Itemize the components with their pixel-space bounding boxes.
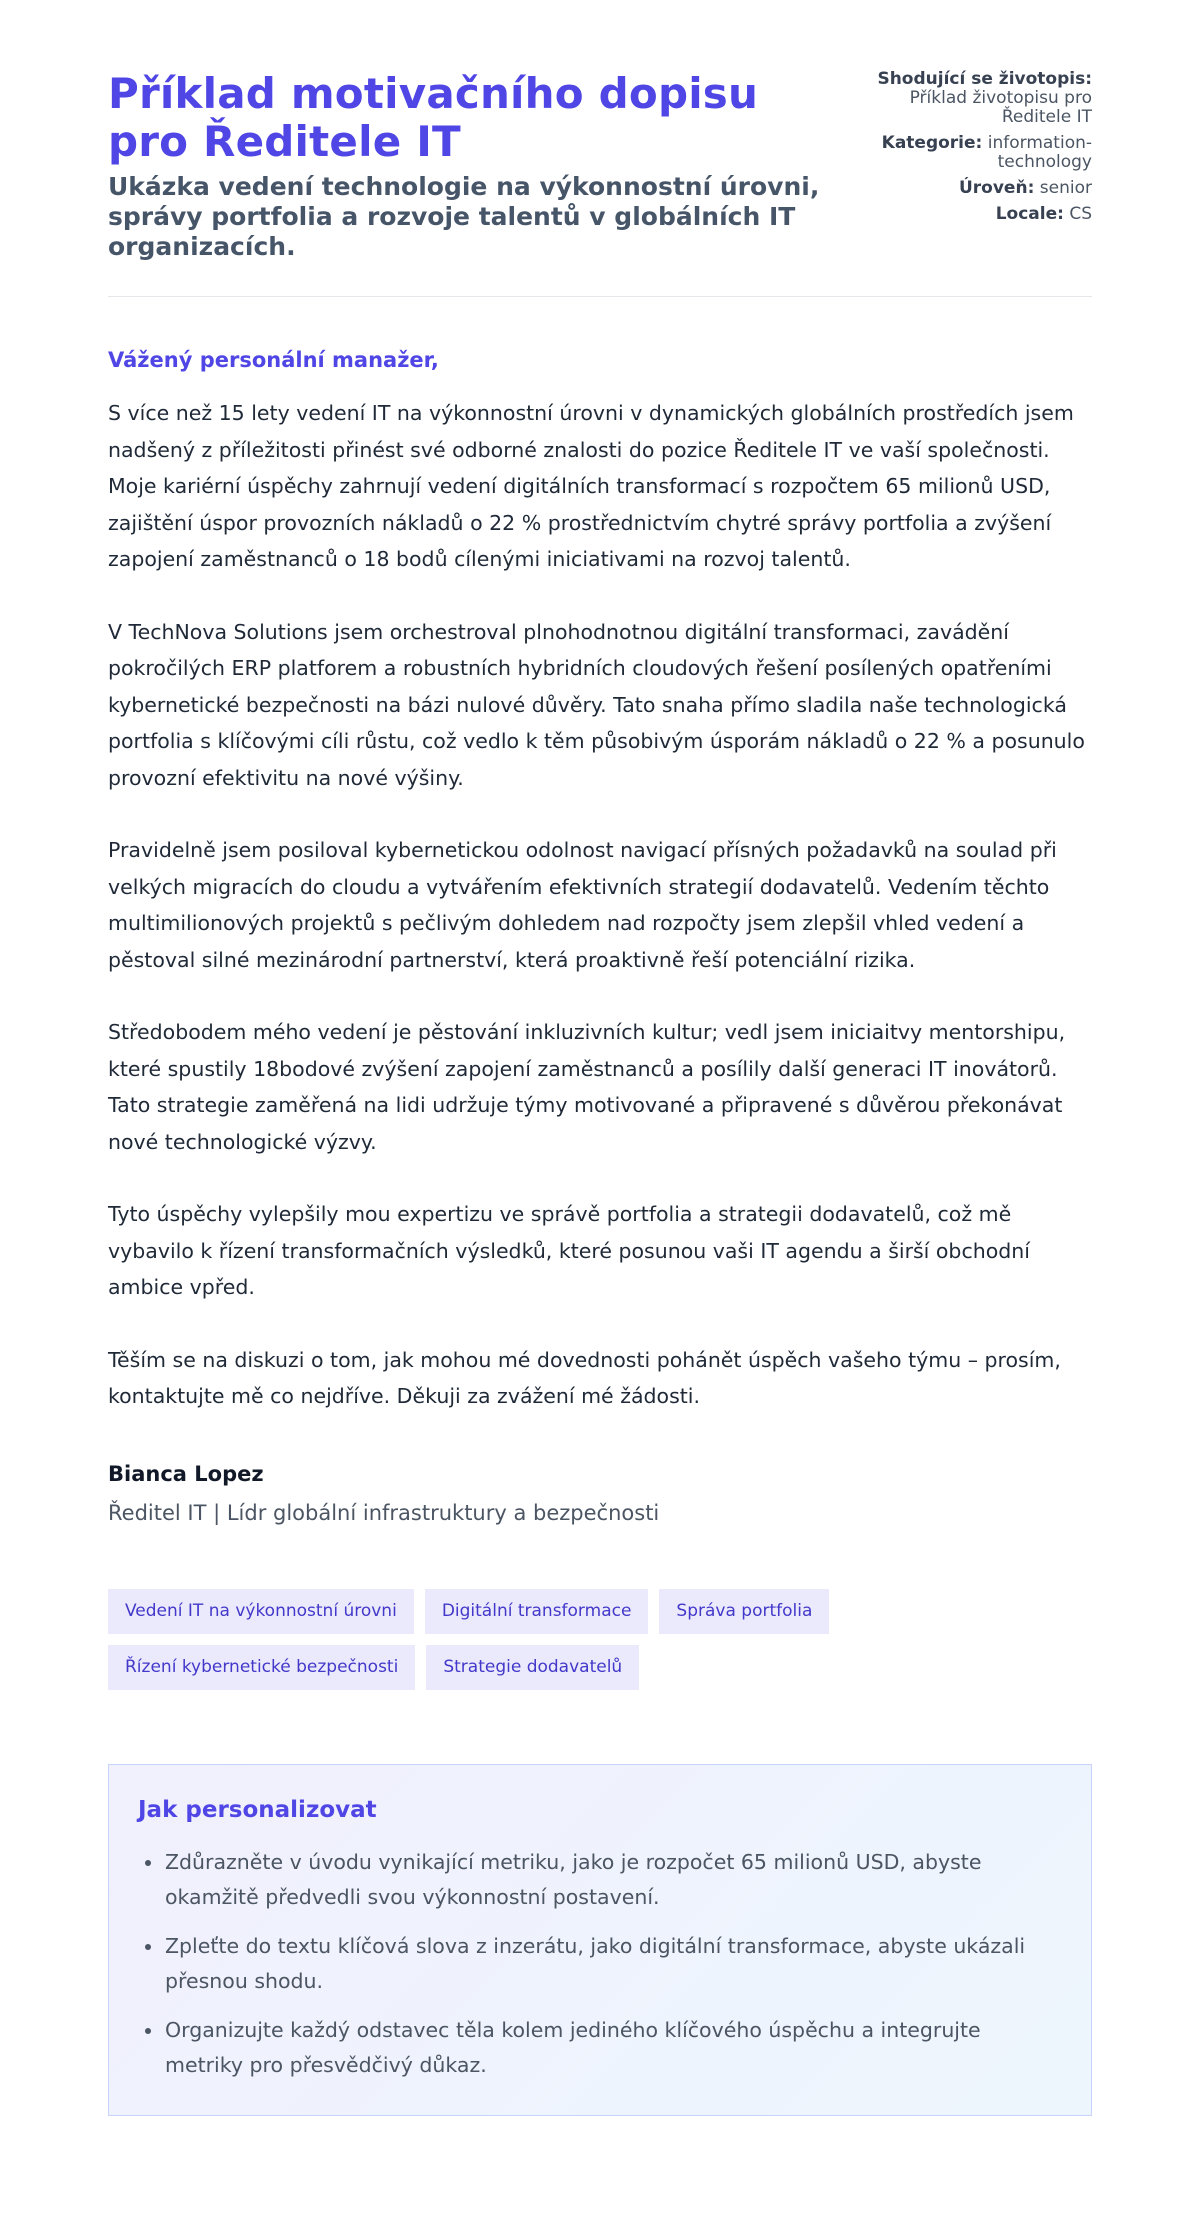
signature-role: Ředitel IT | Lídr globální infrastruktury a bezpečnosti [108,1500,660,1525]
letter-body [108,395,1092,1415]
keyword-tag: Správa portfolia [659,1589,829,1634]
keyword-tag: Řízení kybernetické bezpečnosti [108,1645,415,1690]
letter-paragraph: Pravidelně jsem posiloval kybernetickou odolnost navigací přísných požadavků na soulad při velkých migracích do cloudu a vytvářením efektivních strategií dodavatelů. Vedením těchto multimilionových projektů s pečlivým dohledem nad rozpočty jsem zlepšil vhled vedení a pěstoval silné mezinárodní partnerství, která proaktivně řeší potenciální rizika. [108,838,1057,972]
meta-level-label: Úroveň: [958,178,1035,198]
tips-list [138,1845,1062,2083]
page-header [108,0,1092,297]
letter-paragraph: Těším se na diskuzi o tom, jak mohou mé dovednosti pohánět úspěch vašeho týmu – prosím, kontaktujte mě co nejdříve. Děkuji za zvážení mé žádosti. [108,1347,1061,1408]
tip-item: • Zdůrazněte v úvodu vynikající metriku, jako je rozpočet 65 milionů USD, abyste okamžitě předvedli svou výkonnostní postavení. [164,1845,1062,1915]
meta-category-value: information-technology [987,133,1092,172]
letter-paragraph: Středobodem mého vedení je pěstování inkluzivních kultur; vedl jsem iniciaitvy mentorshipu, které spustily 18bodové zvýšení zapojení zaměstnanců a posílily další generaci IT inovátorů. Tato strategie zaměřená na lidi udržuje týmy motivované a připravené s důvěrou překonávat nové technologické výzvy. [108,1020,1066,1154]
meta-resume-label: Shodující se životopis: [877,69,1092,89]
meta-level-value: senior [1039,178,1092,198]
meta-level [862,179,1092,198]
header-titles [108,70,828,262]
keyword-tags [108,1589,988,1690]
tip-item: • Zpleťte do textu klíčová slova z inzerátu, jako digitální transformace, abyste ukázali přesnou shodu. [164,1929,1062,1999]
meta-resume-value: Příklad životopisu pro Ředitele IT [909,88,1092,127]
keyword-tag: Vedení IT na výkonnostní úrovni [108,1589,414,1634]
meta-locale-label: Locale: [995,204,1064,224]
tip-item: • Organizujte každý odstavec těla kolem jediného klíčového úspěchu a integrujte metriky pro přesvědčivý důkaz. [164,2013,1062,2083]
meta-panel [862,70,1092,231]
letter-paragraph: Tyto úspěchy vylepšily mou expertizu ve správě portfolia a strategii dodavatelů, což mě vybavilo k řízení transformačních výsledků, které posunou vaši IT agendu a širší obchodní ambice vpřed. [108,1202,1030,1299]
letter-paragraph: S více než 15 lety vedení IT na výkonnostní úrovni v dynamických globálních prostředích jsem nadšený z příležitosti přinést své odborné znalosti do pozice Ředitele IT ve vaší společnosti. Moje kariérní úspěchy zahrnují vedení digitálních transformací s rozpočtem 65 milionů USD, zajištění úspor provozních nákladů o 22 % prostřednictvím chytré správy portfolia a zvýšení zapojení zaměstnanců o 18 bodů cílenými iniciativami na rozvoj talentů. [108,401,1074,571]
meta-locale [862,205,1092,224]
page-title: Příklad motivačního dopisu pro Ředitele IT [108,69,759,166]
letter [108,347,1092,1415]
tips-title: Jak personalizovat [138,1796,377,1823]
meta-locale-value: CS [1069,204,1092,224]
page-subtitle: Ukázka vedení technologie na výkonnostní úrovni, správy portfolia a rozvoje talentů v globálních IT organizacích. [108,172,820,261]
personalization-tips [108,1764,1092,2116]
meta-category-label: Kategorie: [881,133,983,153]
signature [108,1461,1092,1527]
meta-category [862,134,1092,172]
keyword-tag: Digitální transformace [425,1589,649,1634]
keyword-tag: Strategie dodavatelů [426,1645,639,1690]
signature-name: Bianca Lopez [108,1461,264,1486]
letter-greeting: Vážený personální manažer, [108,348,439,372]
letter-paragraph: V TechNova Solutions jsem orchestroval plnohodnotnou digitální transformaci, zavádění pokročilých ERP platforem a robustních hybridních cloudových řešení posílených opatřeními kybernetické bezpečnosti na bázi nulové důvěry. Tato snaha přímo sladila naše technologická portfolia s klíčovými cíli růstu, což vedlo k těm působivým úsporám nákladů o 22 % a posunulo provozní efektivitu na nové výšiny. [108,619,1085,790]
meta-resume [862,70,1092,127]
